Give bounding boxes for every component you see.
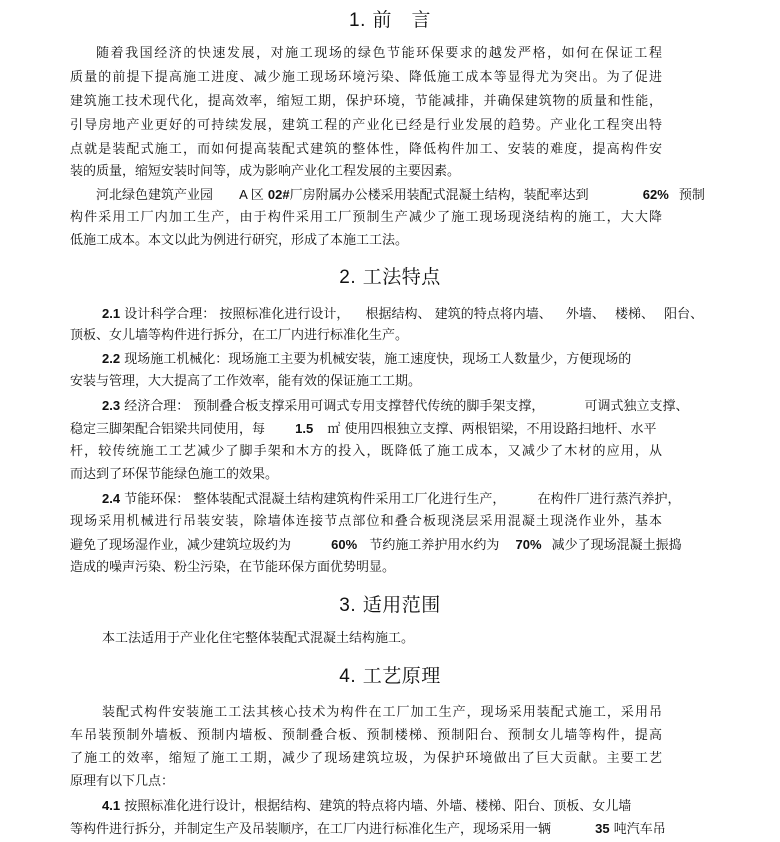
text-run: 可调式独立支撑、 <box>584 399 689 414</box>
item-number: 2.1 <box>102 306 121 321</box>
paragraph-line <box>102 490 681 509</box>
paragraph-line: 引导房地产业更好的可持续发展，建筑工程的产业化已经是行业发展的趋势。产业化工程突出特 <box>70 118 662 133</box>
section-heading-1 <box>0 8 780 33</box>
section-heading-4 <box>0 664 780 689</box>
paragraph-line: 顶板、女儿墙等构件进行拆分，在工厂内进行标准化生产。 <box>70 328 409 343</box>
paragraph-line <box>70 820 666 839</box>
section-heading-2 <box>0 265 780 290</box>
section-title: 工艺原理 <box>362 665 441 687</box>
paragraph-line <box>102 305 703 324</box>
text-run: 35 <box>595 821 610 836</box>
paragraph-line: 现场采用机械进行吊装安装，除墙体连接节点部位和叠合板现浇层采用混凝土现浇作业外，基本 <box>70 514 662 529</box>
section-title: 前 言 <box>372 9 431 31</box>
paragraph-line <box>102 350 631 369</box>
section-number: 3. <box>339 595 357 616</box>
section-title: 工法特点 <box>362 266 441 288</box>
paragraph-line <box>102 797 631 816</box>
text-run: ㎡ 使用四根独立支撑、两根铝梁，不用设路扫地杆、水平 <box>327 422 657 437</box>
text-run: 1.5 <box>295 421 314 436</box>
paragraph-line <box>70 420 657 439</box>
paragraph-line: 而达到了环保节能绿色施工的效果。 <box>70 467 279 482</box>
text-run: 减少了现场混凝土振捣 <box>551 538 682 553</box>
text-run: 外墙、 <box>565 307 605 322</box>
item-number: 4.1 <box>102 798 121 813</box>
section-number: 4. <box>339 666 357 687</box>
paragraph-line: 质量的前提下提高施工进度、减少施工现场环境污染、降低施工成本等显得尤为突出。为了促进 <box>70 70 662 85</box>
section-title: 适用范围 <box>362 594 441 616</box>
paragraph-line: 装配式构件安装施工工法其核心技术为构件在工厂加工生产，现场采用装配式施工，采用吊 <box>102 705 662 720</box>
section-number: 2. <box>339 267 357 288</box>
text-run: 整体装配式混凝土结构建筑构件采用工厂化进行生产， <box>193 492 506 507</box>
text-run: 阳台、 <box>664 307 704 322</box>
text-run: 根据结构、 <box>365 307 431 322</box>
paragraph-line: 原理有以下几点： <box>70 774 175 789</box>
paragraph-line: 建筑施工技术现代化，提高效率，缩短工期，保护环境，节能减排，并确保建筑物的质量和性能， <box>70 94 662 109</box>
text-run: 河北绿色建筑产业园 <box>96 188 214 203</box>
text-run: 预制叠合板支撑采用可调式专用支撑替代传统的脚手架支撑， <box>193 399 545 414</box>
paragraph-line <box>96 186 705 205</box>
paragraph-line: 本工法适用于产业化住宅整体装配式混凝土结构施工。 <box>102 631 415 646</box>
item-number: 2.2 <box>102 351 121 366</box>
text-run: 吨汽车吊 <box>613 822 666 837</box>
item-number: 2.4 <box>102 491 121 506</box>
paragraph-line: 构件采用工厂内加工生产，由于构件采用工厂预制生产减少了施工现场现浇结构的施工，大大降 <box>70 210 662 225</box>
section-heading-3 <box>0 593 780 618</box>
text-run: 厂房附属办公楼采用装配式混凝土结构，装配率达到 <box>289 188 589 203</box>
text-run: 70% <box>515 537 542 552</box>
text-run: 节能环保： <box>124 492 190 507</box>
text-run: 02# <box>267 187 290 202</box>
text-run: 在构件厂进行蒸汽养护， <box>537 492 681 507</box>
text-run: 现场施工机械化：现场施工主要为机械安装，施工速度快，现场工人数量少，方便现场的 <box>124 352 632 367</box>
text-run: 经济合理： <box>124 399 190 414</box>
text-run: 节约施工养护用水约为 <box>369 538 500 553</box>
paragraph-line <box>102 397 689 416</box>
text-run: 设计科学合理： <box>124 307 216 322</box>
paragraph-line: 杆，较传统施工工艺减少了脚手架和木方的投入，既降低了施工成本，又减少了木材的应用，从 <box>70 444 662 459</box>
text-run: 楼梯、 <box>615 307 655 322</box>
paragraph-line <box>70 536 682 555</box>
paragraph-line: 安装与管理，大大提高了工作效率，能有效的保证施工工期。 <box>70 374 422 389</box>
paragraph-line: 装的质量，缩短安装时间等，成为影响产业化工程发展的主要因素。 <box>70 164 461 179</box>
paragraph-line: 造成的噪声污染、粉尘污染，在节能环保方面优势明显。 <box>70 560 396 575</box>
paragraph-line: 低施工成本。本文以此为例进行研究，形成了本施工工法。 <box>70 233 409 248</box>
section-number: 1. <box>349 10 366 31</box>
text-run: 等构件进行拆分，并制定生产及吊装顺序，在工厂内进行标准化生产，现场采用一辆 <box>70 822 552 837</box>
paragraph-line: 随着我国经济的快速发展，对施工现场的绿色节能环保要求的越发严格，如何在保证工程 <box>96 46 662 61</box>
text-run: 稳定三脚架配合铝梁共同使用，每 <box>70 422 266 437</box>
item-number: 2.3 <box>102 398 121 413</box>
text-run: 建筑的特点将内墙、 <box>434 307 552 322</box>
paragraph-line: 了施工的效率，缩短了施工工期，减少了现场建筑垃圾，为保护环境做出了巨大贡献。主要工艺 <box>70 751 662 766</box>
text-run: 避免了现场湿作业，减少建筑垃圾约为 <box>70 538 292 553</box>
text-run: A 区 <box>239 187 264 202</box>
text-run: 62% <box>642 187 669 202</box>
text-run: 按照标准化进行设计，根据结构、建筑的特点将内墙、外墙、楼梯、阳台、顶板、女儿墙 <box>124 799 632 814</box>
paragraph-line: 车吊装预制外墙板、预制内墙板、预制叠合板、预制楼梯、预制阳台、预制女儿墙等构件，提高 <box>70 728 662 743</box>
text-run: 按照标准化进行设计， <box>219 307 350 322</box>
text-run: 预制 <box>678 188 705 203</box>
text-run: 60% <box>331 537 358 552</box>
paragraph-line: 点就是装配式施工，而如何提高装配式建筑的整体性，降低构件加工、安装的难度，提高构件安 <box>70 142 662 157</box>
